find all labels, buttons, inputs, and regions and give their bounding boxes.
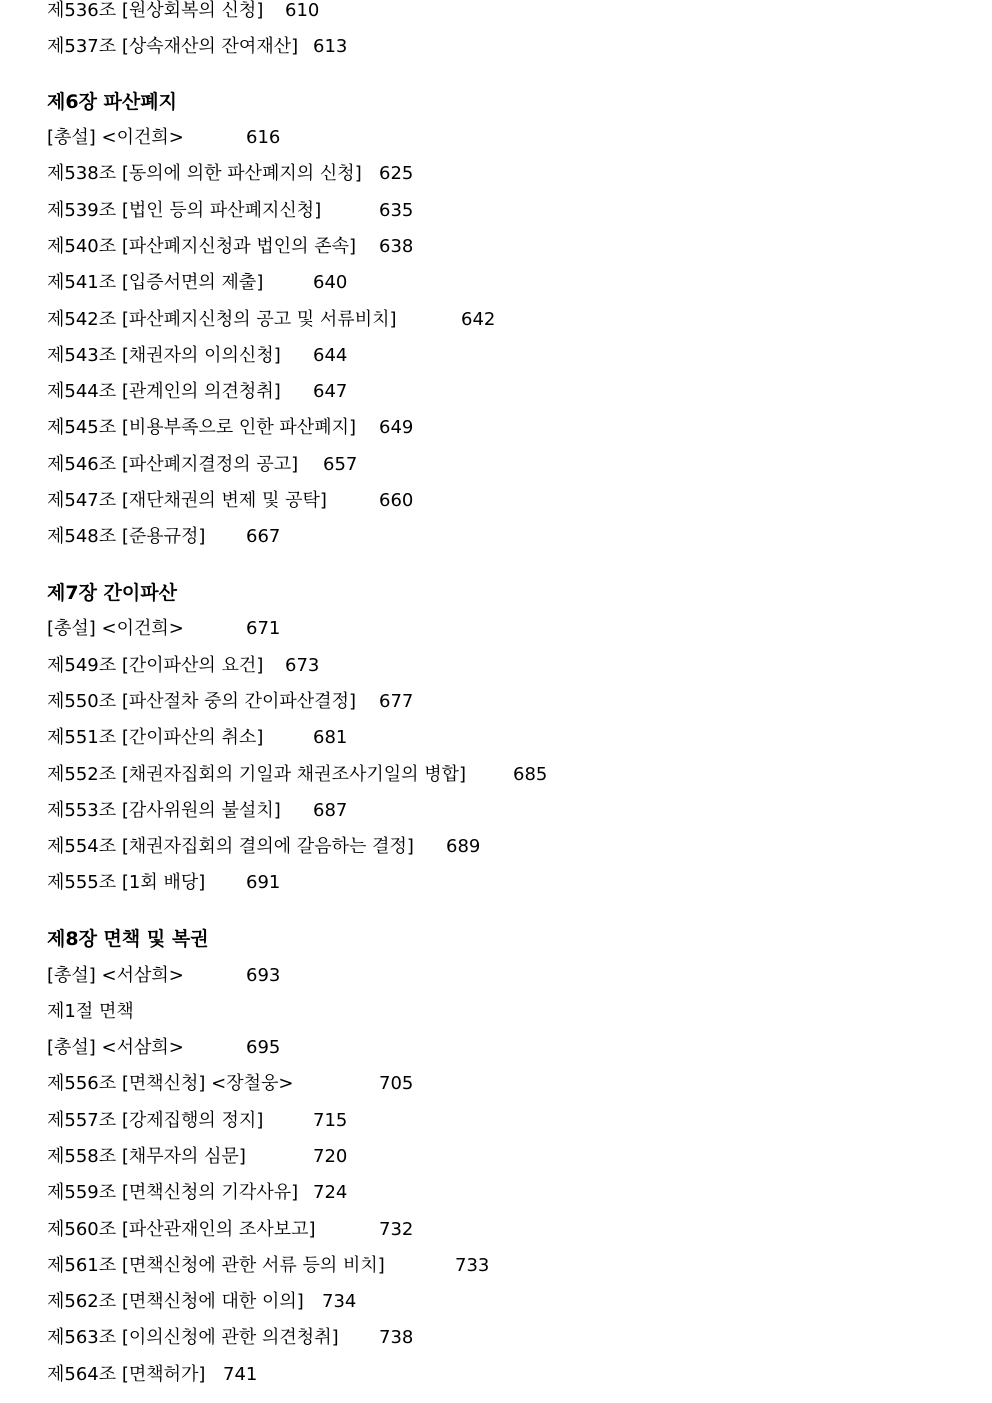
toc-entry-title: 제562조 [면책신청에 대한 이의] [47,1291,304,1312]
toc-entry [47,272,348,294]
toc-page-number: 738 [379,1327,414,1348]
toc-entry-title: 제552조 [채권자집회의 기일과 채권조사기일의 병합] [47,764,467,785]
toc-entry-title: [총설] <서삼희> [47,1037,184,1058]
toc-entry [47,691,414,713]
toc-entry-title: 제559조 [면책신청의 기각사유] [47,1182,299,1203]
toc-entry [47,764,548,786]
toc-page-number: 705 [379,1073,414,1094]
toc-entry [47,1255,490,1277]
toc-entry-title: 제548조 [준용규정] [47,526,206,547]
toc-entry [47,1073,414,1095]
toc-entry-title: 제1절 면책 [47,1001,134,1022]
toc-entry-title: 제543조 [채권자의 이의신청] [47,345,281,366]
toc-entry [47,1001,134,1023]
toc-page-number: 715 [313,1110,348,1131]
toc-entry-title: 제549조 [간이파산의 요건] [47,655,264,676]
toc-page-number: 689 [446,836,481,857]
toc-entry-title: 제7장 간이파산 [47,582,177,604]
toc-entry [47,345,348,367]
toc-page-number: 693 [246,965,281,986]
chapter-heading [47,91,177,113]
toc-entry-title: 제557조 [강제집행의 정지] [47,1110,264,1131]
toc-entry [47,36,348,58]
toc-entry [47,1110,348,1132]
toc-page-number: 671 [246,618,281,639]
toc-entry-title: [총설] <서삼희> [47,965,184,986]
toc-entry-title: 제556조 [면책신청] <장철웅> [47,1073,294,1094]
toc-entry-title: 제536조 [원상회복의 신청] [47,0,264,21]
toc-entry-title: 제564조 [면책허가] [47,1364,206,1385]
toc-page-number: 741 [223,1364,258,1385]
toc-entry-title: [총설] <이건희> [47,618,184,639]
toc-entry [47,0,320,22]
toc-page-number: 681 [313,727,348,748]
toc-entry-title: 제553조 [감사위원의 불설치] [47,800,281,821]
toc-page-number: 649 [379,417,414,438]
toc-entry-title: 제8장 면책 및 복권 [47,928,209,950]
toc-entry [47,490,414,512]
toc-page-number: 610 [285,0,320,21]
toc-entry-title: 제542조 [파산폐지신청의 공고 및 서류비치] [47,309,397,330]
toc-entry-title: 제558조 [채무자의 심문] [47,1146,246,1167]
toc-entry [47,417,414,439]
toc-entry [47,1219,414,1241]
toc-entry [47,965,281,987]
toc-entry-title: 제561조 [면책신청에 관한 서류 등의 비치] [47,1255,385,1276]
toc-entry [47,454,358,476]
toc-page-number: 695 [246,1037,281,1058]
toc-entry [47,127,281,149]
toc-page-number: 673 [285,655,320,676]
toc-entry-title: 제538조 [동의에 의한 파산폐지의 신청] [47,163,362,184]
toc-entry-title: 제551조 [간이파산의 취소] [47,727,264,748]
toc-page-number: 625 [379,163,414,184]
toc-entry-title: 제544조 [관계인의 의견청취] [47,381,281,402]
toc-page-number: 635 [379,200,414,221]
toc-entry [47,800,348,822]
toc-page-number: 720 [313,1146,348,1167]
toc-entry-title: 제563조 [이의신청에 관한 의견청취] [47,1327,339,1348]
toc-entry-title: 제550조 [파산절차 중의 간이파산결정] [47,691,356,712]
toc-entry [47,836,481,858]
toc-entry-title: 제547조 [재단채권의 변제 및 공탁] [47,490,327,511]
toc-entry [47,1182,348,1204]
toc-page-number: 613 [313,36,348,57]
toc-entry [47,1291,357,1313]
toc-page-number: 685 [513,764,548,785]
toc-page-number: 732 [379,1219,414,1240]
toc-page-number: 616 [246,127,281,148]
toc-entry-title: 제6장 파산폐지 [47,91,177,113]
toc-entry-title: 제537조 [상속재산의 잔여재산] [47,36,299,57]
chapter-heading [47,928,209,950]
toc-page-number: 657 [323,454,358,475]
toc-page-number: 733 [455,1255,490,1276]
toc-entry [47,1364,258,1386]
toc-page-number: 667 [246,526,281,547]
toc-entry [47,655,320,677]
toc-entry-title: 제546조 [파산폐지결정의 공고] [47,454,299,475]
toc-entry-title: 제554조 [채권자집회의 결의에 갈음하는 결정] [47,836,414,857]
toc-page-number: 734 [322,1291,357,1312]
toc-entry [47,618,281,640]
toc-page-number: 691 [246,872,281,893]
toc-page-number: 642 [461,309,496,330]
toc-entry [47,727,348,749]
toc-page-number: 724 [313,1182,348,1203]
toc-entry [47,163,414,185]
toc-entry-title: 제539조 [법인 등의 파산폐지신청] [47,200,322,221]
toc-entry [47,309,496,331]
toc-page-number: 644 [313,345,348,366]
toc-entry [47,1146,348,1168]
toc-entry-title: 제541조 [입증서면의 제출] [47,272,264,293]
toc-entry-title: 제555조 [1회 배당] [47,872,206,893]
toc-entry-title: 제540조 [파산폐지신청과 법인의 존속] [47,236,356,257]
toc-entry [47,526,281,548]
toc-entry-title: [총설] <이건희> [47,127,184,148]
toc-entry [47,381,348,403]
toc-entry [47,236,414,258]
toc-page-number: 647 [313,381,348,402]
chapter-heading [47,582,177,604]
toc-entry-title: 제560조 [파산관재인의 조사보고] [47,1219,316,1240]
toc-page-number: 687 [313,800,348,821]
toc-page-number: 640 [313,272,348,293]
toc-page-number: 638 [379,236,414,257]
toc-entry [47,200,414,222]
toc-entry [47,1037,281,1059]
toc-entry-title: 제545조 [비용부족으로 인한 파산폐지] [47,417,356,438]
toc-entry [47,1327,414,1349]
toc-page-number: 677 [379,691,414,712]
toc-page-number: 660 [379,490,414,511]
toc-entry [47,872,281,894]
